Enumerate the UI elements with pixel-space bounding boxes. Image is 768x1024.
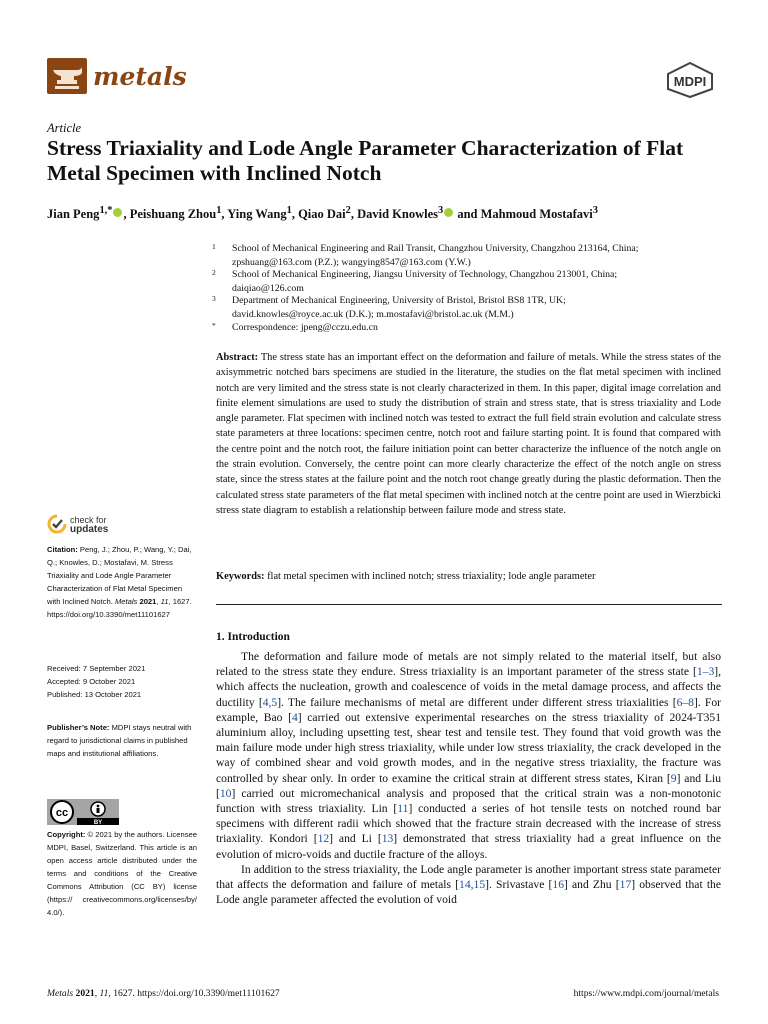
author[interactable]: David Knowles$^3$ and — [357, 205, 481, 222]
check-for-updates-button[interactable]: check for updates — [47, 514, 108, 536]
anvil-icon — [47, 58, 87, 94]
check-updates-icon — [47, 514, 67, 536]
published-date: Published: 13 October 2021 — [47, 690, 142, 699]
citation-link[interactable]: 9 — [670, 771, 677, 785]
abstract — [216, 350, 721, 518]
affiliation: 1 School of Mechanical Engineering and Rail Transit, Changzhou University, Changzhou 213164, China; zpshuang@163.com (P.Z.); wangying8547@163.com (Y.W.) — [212, 242, 639, 269]
author[interactable]: Ying Wang$^1$, — [227, 205, 299, 222]
paragraph: The deformation and failure mode of metals are not simply related to the material itself, but also related to the stress state they endure. Stress triaxiality is an important parameter of the stress state [1–3], which affects the nucleation, growth and coalescence of voids in the metal damage process, and affects the ductility [4,5]. The failure mechanisms of metal are different under different stress triaxialities [6–8]. For example, Bao [4] carried out extensive experimental researches on the stress triaxiality of 2024-T351 aluminium alloy, including upsetting test, shear test and tensile test. They found that void growth was the main failure mode under high stress triaxiality, while under low stress triaxiality, the crack developed in the way of combined shear and void growth modes, and in the negative stress triaxiality, the fracture was controlled by shear only. In order to examine the critical strain at different stress states, Kiran [9] and Liu [10] carried out micromechanical analysis and proposed that the critical strain was a non-monotonic function with stress triaxiality. Lin [11] conducted a series of hot tensile tests on notched round bar specimens with different radii which showed that the fracture strain decreased with the increase of stress triaxiality. Kondori [12] and Li [13] demonstrated that stress triaxiality had a great influence on the evolution of micro-voids and ductile fracture of the alloys. — [216, 650, 722, 861]
paper-title: Stress Triaxiality and Lode Angle Parameter Characterization of Flat Metal Specimen with Inclined Notch — [47, 136, 684, 185]
citation-link[interactable]: 16 — [552, 878, 564, 892]
article-type-label: Article — [47, 121, 82, 135]
dates-block — [47, 662, 197, 701]
citation-link[interactable]: 11 — [397, 802, 409, 816]
citation-link[interactable]: 4 — [291, 710, 298, 724]
correspondence: * Correspondence: jpeng@cczu.edu.cn — [212, 321, 378, 333]
divider — [216, 604, 722, 605]
affiliation: 2 School of Mechanical Engineering, Jiangsu University of Technology, Changzhou 213001, China; daiqiao@126.com — [212, 268, 618, 295]
abstract-label: Abstract: — [216, 352, 259, 363]
svg-text:cc: cc — [55, 807, 69, 819]
svg-text:BY: BY — [93, 820, 103, 825]
cc-by-license-badge[interactable] — [47, 799, 119, 825]
paragraph: In addition to the stress triaxiality, the Lode angle parameter is another important stress state parameter that affects the deformation and failure of metals [14,15]. Srivastave [16] and Zhu [17] observed that the Lode angle parameter affected the evolution of void — [216, 862, 722, 907]
author[interactable]: Jian Peng$^{1,*}$ , — [47, 205, 130, 222]
affiliation: 3 Department of Mechanical Engineering, University of Bristol, Bristol BS8 1TR, UK; david.knowles@royce.ac.uk (D.K.); m.mostafavi@bristol.ac.uk (M.M.) — [212, 294, 566, 321]
keywords-label: Keywords: — [216, 571, 265, 582]
mdpi-logo[interactable] — [665, 62, 715, 98]
footer-citation: Metals 2021, 11, 1627. https://doi.org/10.3390/met11101627 — [47, 988, 280, 999]
author[interactable]: Mahmoud Mostafavi$^3$ — [480, 205, 598, 222]
citation-link[interactable]: 12 — [317, 832, 330, 846]
section-heading: 1. Introduction — [216, 631, 290, 643]
journal-name: metals — [93, 61, 187, 91]
keywords-text: flat metal specimen with inclined notch; stress triaxiality; lode angle parameter — [267, 571, 596, 582]
orcid-icon[interactable] — [113, 208, 122, 217]
publisher-name: MDPI — [673, 74, 707, 89]
citation-link[interactable]: 4,5 — [262, 695, 278, 709]
citation-link[interactable]: 17 — [619, 878, 632, 892]
citation-link[interactable]: 14,15 — [459, 878, 486, 892]
author-list — [47, 205, 747, 222]
footer-journal-link[interactable]: https://www.mdpi.com/journal/metals — [573, 988, 719, 999]
citation-link[interactable]: 10 — [219, 786, 232, 800]
author[interactable]: Peishuang Zhou$^1$, — [129, 205, 228, 222]
journal-logo[interactable] — [47, 56, 187, 96]
keywords — [216, 571, 721, 582]
accepted-date: Accepted: 9 October 2021 — [47, 677, 136, 686]
citation-block: Citation: Peng, J.; Zhou, P.; Wang, Y.; Dai, Q.; Knowles, D.; Mostafavi, M. Stress Triaxiality and Lode Angle Parameter Characterization of Flat Metal Specimen with Inclined Notch. Metals 2021, 11, 1627. https://doi.org/10.3390/met11101627 — [47, 545, 192, 619]
citation-link[interactable]: 13 — [381, 832, 394, 846]
received-date: Received: 7 September 2021 — [47, 664, 146, 673]
abstract-text: The stress state has an important effect on the deformation and failure of metals. While the stress states of the axisymmetric notched bars specimens are studied in the literature, the studies on the flat metal specimen with inclined notch are very limited and the stress state is not clearly characterized in them. In this paper, digital image correlation and finite element simulations are used to study the distribution of strain and stress state, that is stress triaxiality and Lode angle parameter. Flat specimen with inclined notch was tested to extract the full field strain evolution and calculate stress state parameters at three locations: specimen centre, notch root and failure starting point. It is found that compared with the centre point and the notch root, the failure initiation point can better characterize the influence of the notch angle on the strain evolution. Conversely, the centre point can more clearly characterize the effect of the notch angle on stress state, since the stress states at the failure point and the notch root change greatly during the plastic deformation. Then the calculated stress state parameters of the flat metal specimen with inclined notch at the centre point are used in Wierzbicki stress state diagram to establish a relationship between failure mode and stress state. — [216, 352, 721, 516]
citation-link[interactable]: 1–3 — [696, 665, 715, 679]
publisher-note: Publisher’s Note: MDPI stays neutral with regard to jurisdictional claims in published maps and institutional affiliations. — [47, 723, 192, 758]
orcid-icon[interactable] — [444, 208, 453, 217]
body-text — [216, 649, 721, 907]
citation-link[interactable]: 6–8 — [676, 695, 694, 709]
author[interactable]: Qiao Dai$^2$, — [298, 205, 358, 222]
copyright-block: Copyright: © 2021 by the authors. Licensee MDPI, Basel, Switzerland. This article is an open access article distributed under the terms and conditions of the Creative Commons Attribution (CC BY) license (https:// creativecommons.org/licenses/by/ 4.0/). — [47, 830, 197, 917]
